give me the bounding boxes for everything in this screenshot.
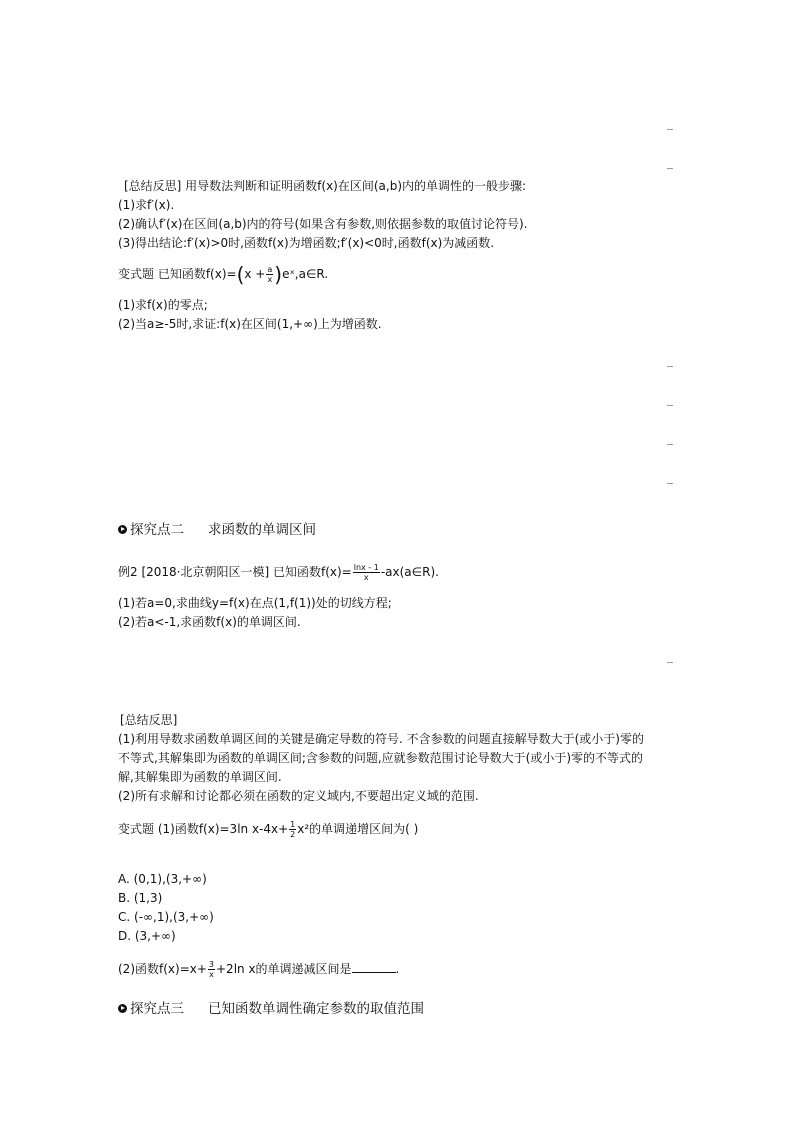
section2-title: 求函数的单调区间 — [208, 522, 316, 538]
variant1-expr: x + — [244, 267, 266, 281]
fraction-numerator: a — [267, 265, 273, 274]
variant2-tail: x²的单调递增区间为( ) — [297, 822, 419, 836]
summary1-step1: (1)求f′(x). — [118, 198, 175, 212]
fraction-denominator: x — [363, 573, 369, 582]
summary2-p1-line2: 不等式,其解集即为函数的单调区间;含参数的问题,应就参数范围讨论导数大于(或小于)零的不等式的 — [118, 751, 644, 765]
margin-mark — [667, 444, 673, 445]
variant1-statement — [118, 262, 329, 287]
variant2-q2-lead: (2)函数f(x)=x+ — [118, 962, 207, 976]
variant1-tail: eˣ,a∈R. — [282, 267, 329, 281]
section2-heading — [118, 522, 316, 538]
variant2-q2-end: . — [395, 962, 400, 976]
variant2-statement — [118, 820, 418, 839]
variant1-lead: 变式题 已知函数f(x)= — [118, 267, 237, 281]
variant2-q2-fraction — [208, 960, 215, 979]
paren-open: ( — [236, 262, 245, 287]
paren-close: ) — [274, 262, 283, 287]
fraction-numerator: 1 — [290, 820, 296, 829]
variant2-fraction — [289, 820, 296, 839]
play-bullet-icon — [118, 525, 127, 534]
variant2-q2-tail: +2ln x的单调递减区间是 — [216, 962, 352, 976]
fraction-denominator: 2 — [290, 830, 296, 839]
example2-fraction — [353, 563, 380, 582]
section3-heading — [118, 1001, 424, 1017]
fraction-numerator: lnx - 1 — [353, 563, 379, 572]
option-a: A. (0,1),(3,+∞) — [118, 872, 207, 886]
summary2-heading: [总结反思] — [120, 713, 178, 727]
example2-statement — [118, 563, 439, 582]
example2-q2: (2)若a<-1,求函数f(x)的单调区间. — [118, 615, 301, 629]
summary1-step3: (3)得出结论:f′(x)>0时,函数f(x)为增函数;f′(x)<0时,函数f(x)为减函数. — [118, 236, 495, 250]
fraction-numerator: 3 — [208, 960, 214, 969]
summary2-p2: (2)所有求解和讨论都必须在函数的定义域内,不要超出定义域的范围. — [118, 789, 479, 803]
summary1-step2: (2)确认f′(x)在区间(a,b)内的符号(如果含有参数,则依据参数的取值讨论符号). — [118, 217, 528, 231]
section3-title: 已知函数单调性确定参数的取值范围 — [208, 1001, 424, 1017]
variant1-q1: (1)求f(x)的零点; — [118, 298, 208, 312]
option-d: D. (3,+∞) — [118, 929, 176, 943]
margin-mark — [667, 483, 673, 484]
option-b: B. (1,3) — [118, 891, 163, 905]
variant2-lead: 变式题 (1)函数f(x)=3ln x-4x+ — [118, 822, 289, 836]
example2-tail: -ax(a∈R). — [380, 565, 439, 579]
fraction-denominator: x — [267, 275, 273, 284]
margin-mark — [667, 405, 673, 406]
summary2-p1-line3: 解,其解集即为函数的单调区间. — [118, 770, 282, 784]
variant2-q2 — [118, 960, 399, 979]
summary2-p1-line1: (1)利用导数求函数单调区间的关键是确定导数的符号. 不含参数的问题直接解导数大于(或小于)零的 — [118, 732, 644, 746]
margin-mark — [667, 366, 673, 367]
section3-label: 探究点三 — [130, 1001, 184, 1017]
example2-q1: (1)若a=0,求曲线y=f(x)在点(1,f(1))处的切线方程; — [118, 596, 392, 610]
fraction-denominator: x — [209, 970, 214, 979]
answer-blank[interactable] — [352, 962, 396, 973]
example2-lead: 例2 [2018·北京朝阳区一模] 已知函数f(x)= — [118, 565, 352, 579]
margin-mark — [667, 168, 673, 169]
variant1-fraction — [266, 265, 273, 284]
section2-label: 探究点二 — [130, 522, 184, 538]
summary1-intro: [总结反思] 用导数法判断和证明函数f(x)在区间(a,b)内的单调性的一般步骤: — [124, 179, 527, 193]
margin-mark — [667, 129, 673, 130]
play-bullet-icon — [118, 1004, 127, 1013]
option-c: C. (-∞,1),(3,+∞) — [118, 910, 214, 924]
variant1-q2: (2)当a≥-5时,求证:f(x)在区间(1,+∞)上为增函数. — [118, 317, 382, 331]
margin-mark — [667, 662, 673, 663]
